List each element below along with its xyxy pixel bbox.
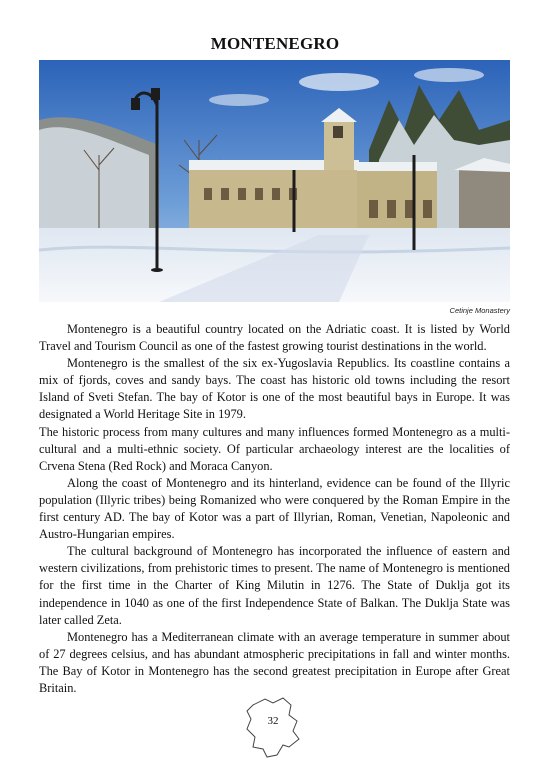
photo-caption: Cetinje Monastery — [449, 306, 510, 315]
paragraph: Montenegro has a Mediterranean climate with an average temperature in summer about of 27 degrees celsius, and has abundant atmospheric precipitations in fall and winter months. The Bay of Kotor in Montenegro has the second greatest precipitation in Europe after Great Britain. — [39, 629, 510, 695]
paragraph: The cultural background of Montenegro has incorporated the influence of eastern and western civilizations, from prehistoric times to present. The name of Montenegro is mentioned for the first time in the Charter of King Milutin in 1276. The State of Duklja got its independence in 1040 as one of the first Independence State of Balkan. The Duklja State was later called Zeta. — [39, 544, 510, 627]
page-title: MONTENEGRO — [210, 34, 340, 53]
monastery-photo — [39, 60, 510, 302]
body-text — [39, 321, 510, 697]
page-number-badge — [243, 695, 303, 763]
paragraph: Along the coast of Montenegro and its hinterland, evidence can be found of the Illyric population (Illyric tribes) being Romanized who were conquered by the Roman Empire in the first century AD. The bay of Kotor was a part of Illyrian, Roman, Venetian, Napoleonic and Austro-Hungarian empires. — [39, 475, 510, 542]
paragraph: Montenegro is the smallest of the six ex-Yugoslavia Republics. Its coastline contains a mix of fjords, coves and sandy bays. The coast has historic old towns including the resort Island of Sveti Stefan. The bay of Kotor is one of the most beautiful bays in Europe. It was designated a World Heritage Site in 1979. — [39, 356, 510, 422]
page-number: 32 — [267, 715, 279, 727]
paragraph: The historic process from many cultures and many influences formed Montenegro as a multi-cultural and a multi-ethnic society. Of particular archaeology interest are the localities of Crvena Stena (Red Rock) and Moraca Canyon. — [39, 424, 510, 473]
paragraph: Montenegro is a beautiful country located on the Adriatic coast. It is listed by World Travel and Tourism Council as one of the fastest growing tourist destinations in the world. — [39, 322, 510, 354]
montenegro-outline-icon — [243, 695, 303, 763]
